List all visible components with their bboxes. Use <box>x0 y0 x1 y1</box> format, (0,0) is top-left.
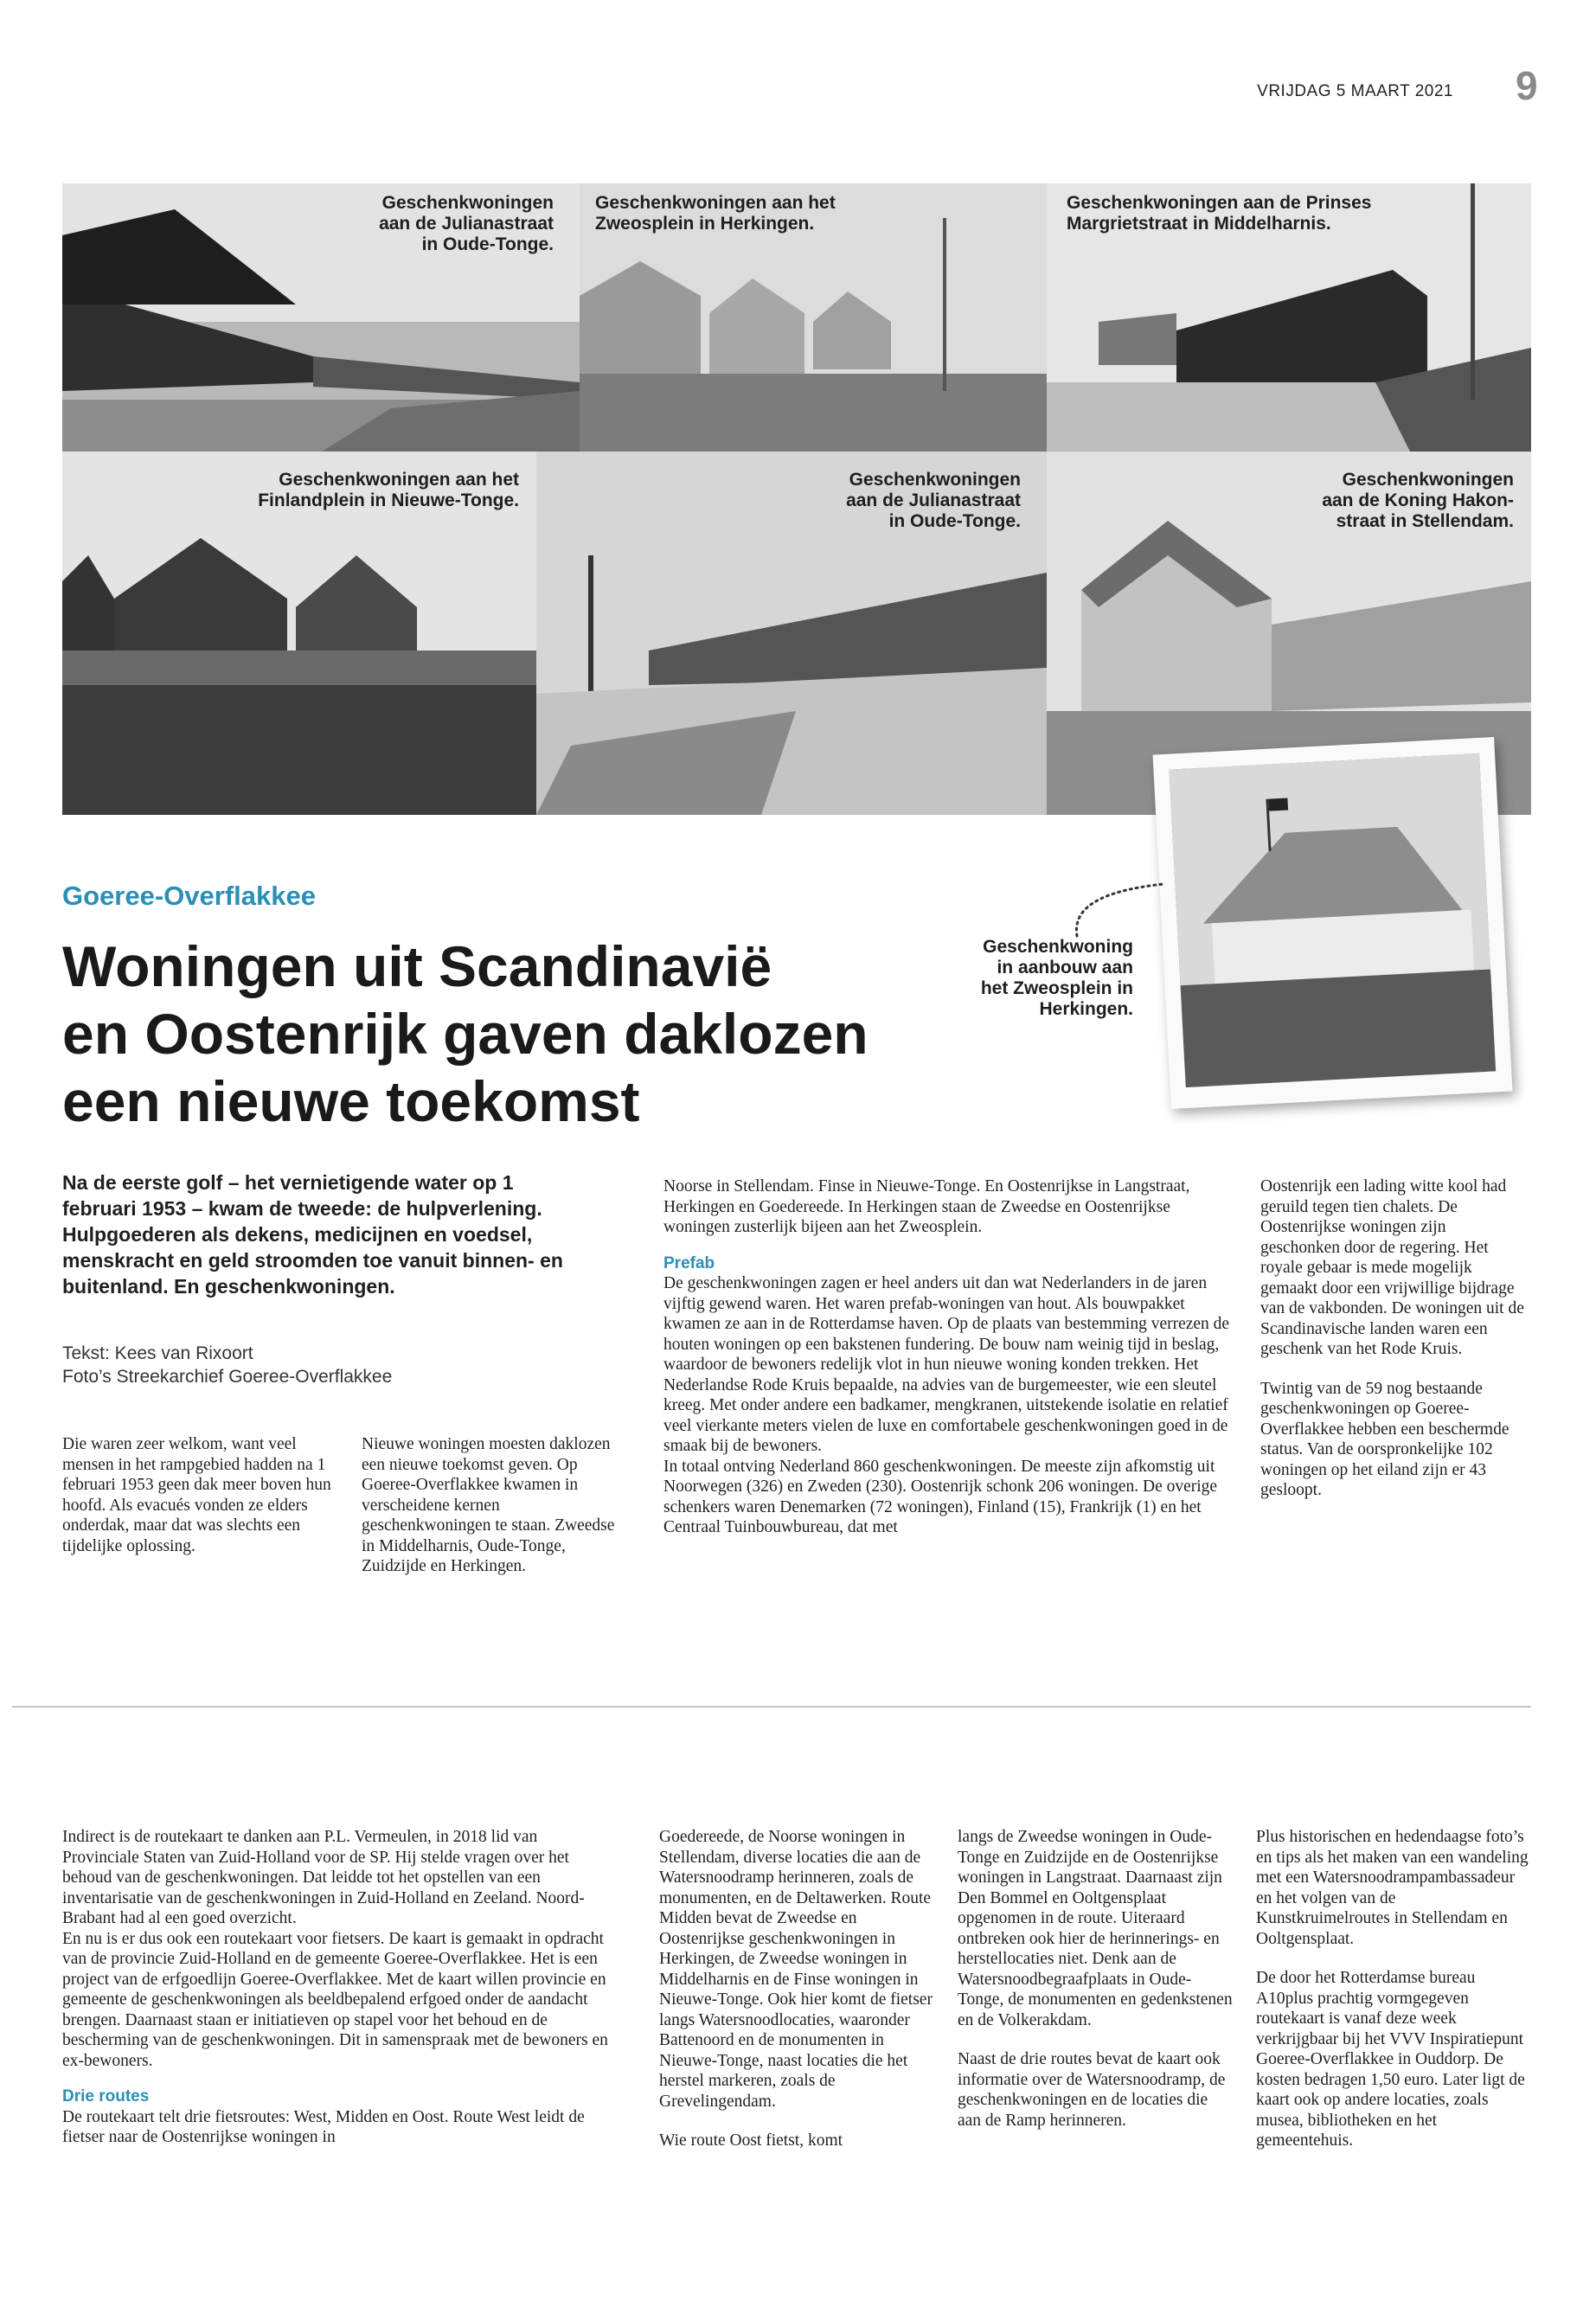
section-divider <box>12 1706 1531 1708</box>
caption-polaroid: Geschenkwoning in aanbouw aan het Zweosplein in Herkingen. <box>980 937 1133 1019</box>
lower-col-3 <box>958 1827 1234 2131</box>
caption-zweosplein: Geschenkwoningen aan het Zweosplein in Herkingen. <box>595 193 836 234</box>
lower-col-1 <box>62 1827 616 2148</box>
caption-julianastraat-row1: Geschenkwoningen aan de Julianastraat in Oude-Tonge. <box>379 193 554 254</box>
col3-paragraph-1: De geschenkwoningen zagen er heel anders uit dan wat Nederlanders in de jaren vijftig gewend waren. Het waren prefab-woningen van hout. Als bouwpakket kwamen ze aan in de Rotterdamse haven. Op de plaats van bestemming verrezen de houten woningen op een bakstenen fundering. De bouw nam weinig tijd in beslag, waardoor de bewoners redelijk vlot in hun nieuwe woning konden trekken. Het Nederlandse Rode Kruis bepaalde, na advies van de burgemeester, wie een sleutel kreeg. Met onder andere een badkamer, mengkranen, uitstekende isolatie en relatief veel vierkante meters vielen de luxe en comfortabele geschenkwoningen goed in de smaak bij de bewoners. <box>663 1274 1230 1455</box>
caption-prinses-margrietstraat: Geschenkwoningen aan de Prinses Margrietstraat in Middelharnis. <box>1067 193 1372 234</box>
article-col-1: Die waren zeer welkom, want veel mensen in het rampgebied hadden na 1 februari 1953 geen dak meer boven hun hoofd. Als evacués vonden ze elders onderdak, maar dat was slechts een tijdelijke oplossing. <box>62 1435 331 1555</box>
caption-julianastraat-row2: Geschenkwoningen aan de Julianastraat in Oude-Tonge. <box>846 470 1021 531</box>
lower-col-2 <box>659 1827 936 2151</box>
caption-pointer-dotted <box>1073 874 1168 939</box>
subhead-prefab: Prefab <box>663 1253 715 1272</box>
article-col-2: Nieuwe woningen moesten daklozen een nieuwe toekomst geven. Op Goeree-Overflakkee kwamen in verscheidene kernen geschenkwoningen te staan. Zweedse in Middelharnis, Oude-Tonge, Zuidzijde en Herkingen. <box>362 1435 615 1575</box>
subhead-drie-routes: Drie routes <box>62 2087 150 2106</box>
col3-paragraph-2: In totaal ontving Nederland 860 geschenkwoningen. De meeste zijn afkomstig uit Noorwegen (326) en Zweden (230). Oostenrijk schonk 206 woningen. De overige schenkers waren Denemarken (72 woningen), Finland (15), Frankrijk (1) en het Centraal Tuinbouwbureau, dat met <box>663 1457 1218 1536</box>
lower-col1-paragraph-1: Indirect is de routekaart te danken aan P.L. Vermeulen, in 2018 lid van Provinciale Staten van Zuid-Holland voor de SP. Hij stelde vragen over het behoud van de geschenkwoningen. Dat leidde tot het opstellen van een inventarisatie van de geschenkwoningen in Zuid-Holland en Zeeland. Noord-Brabant had al een goed overzicht. <box>62 1828 585 1927</box>
col4-paragraph-2: Twintig van de 59 nog bestaande geschenkwoningen op Goeree-Overflakkee hebben een beschermde status. Van de oorspronkelijke 102 woningen op het eiland zijn er 43 gesloopt. <box>1260 1379 1509 1499</box>
lower-col-4 <box>1256 1827 1533 2151</box>
lower-col1-paragraph-3: De routekaart telt drie fietsroutes: West, Midden en Oost. Route West leidt de fietser naar de Oostenrijkse woningen in <box>62 2107 585 2146</box>
col3-intro: Noorse in Stellendam. Finse in Nieuwe-Tonge. En Oostenrijkse in Langstraat, Herkingen en Goedereede. In Herkingen staan de Zweedse en Oostenrijkse woningen zusterlijk bijeen aan het Zweosplein. <box>663 1177 1190 1236</box>
page-date: VRIJDAG 5 MAART 2021 <box>1257 82 1453 100</box>
lower-col2-paragraph-2: Wie route Oost fietst, komt <box>659 2131 843 2150</box>
article-col-4 <box>1260 1176 1529 1501</box>
caption-finlandplein: Geschenkwoningen aan het Finlandplein in Nieuwe-Tonge. <box>258 470 519 510</box>
credit-text: Tekst: Kees van Rixoort <box>62 1343 253 1363</box>
region-tag: Goeree-Overflakkee <box>62 881 316 911</box>
lower-col3-paragraph-2: Naast de drie routes bevat de kaart ook informatie over de Watersnoodramp, de geschenkwoningen en de locaties die aan de Ramp herinneren. <box>958 2050 1226 2130</box>
page-number: 9 <box>1516 63 1538 108</box>
article-col-3 <box>663 1176 1234 1538</box>
lower-col3-paragraph-1: langs de Zweedse woningen in Oude-Tonge en Zuidzijde en de Oostenrijkse woningen in Langstraat. Daarnaast zijn Den Bommel en Ooltgensplaat opgenomen in de route. Uiteraard ontbreken ook hier de herinnerings- en herstellocaties niet. Denk aan de Watersnoodbegraafplaats in Oude-Tonge, de monumenten en gedenkstenen en de Volkerakdam. <box>958 1828 1233 2029</box>
polaroid-photo-frame <box>1153 737 1513 1109</box>
intro-lead: Na de eerste golf – het vernietigende water op 1 februari 1953 – kwam de tweede: de hulpverlening. Hulpgoederen als dekens, medicijnen en voedsel, menskracht en geld stroomden toe vanuit binnen- en buitenland. En geschenkwoningen. <box>62 1171 563 1298</box>
lower-col4-paragraph-1: Plus historischen en hedendaagse foto’s en tips als het maken van een wandeling met een Watersnoodrampambassadeur en het volgen van de Kunstkruimelroutes in Stellendam en Ooltgensplaat. <box>1256 1828 1529 1948</box>
polaroid-photo <box>1169 753 1496 1087</box>
headline: Woningen uit Scandinavië en Oostenrijk gaven daklozen een nieuwe toekomst <box>62 934 869 1133</box>
col4-paragraph-1: Oostenrijk een lading witte kool had geruild tegen tien chalets. De Oostenrijkse woningen zijn geschonken door de regering. Het royale gebaar is mede mogelijk gemaakt door een vrijwillige bijdrage van de vakbonden. De woningen uit de Scandinavische landen waren een geschenk van het Rode Kruis. <box>1260 1177 1524 1358</box>
lower-col4-paragraph-2: De door het Rotterdamse bureau A10plus prachtig vormgegeven routekaart is vanaf deze week verkrijgbaar bij het VVV Inspiratiepunt Goeree-Overflakkee in Ouddorp. De kosten bedragen 1,50 euro. Later ligt de kaart ook op andere locaties, zoals musea, bibliotheken en het gemeentehuis. <box>1256 1969 1525 2150</box>
lower-col1-paragraph-2: En nu is er dus ook een routekaart voor fietsers. De kaart is gemaakt in opdracht van de provincie Zuid-Holland en de gemeente Goeree-Overflakkee. Het is een project van de erfgoedlijn Goeree-Overflakkee. Met de kaart willen provincie en gemeente de geschenkwoningen als beeldbepalend erfgoed onder de aandacht brengen. Daarnaast staan er initiatieven op stapel voor het behoud en de bescherming van de geschenkwoningen. Dit in samenspraak met de bewoners en ex-bewoners. <box>62 1929 608 2070</box>
credit-photos: Foto’s Streekarchief Goeree-Overflakkee <box>62 1367 393 1387</box>
lower-col2-paragraph-1: Goedereede, de Noorse woningen in Stellendam, diverse locaties die aan de Watersnoodramp herinneren, zoals de monumenten, en de Deltawerken. Route Midden bevat de Zweedse en Oostenrijkse geschenkwoningen in Herkingen, de Zweedse woningen in Middelharnis en de Finse woningen in Nieuwe-Tonge. Ook hier komt de fietser langs Watersnoodlocaties, waaronder Battenoord en de monumenten in Nieuwe-Tonge, naast locaties die het herstel markeren, zoals de Grevelingendam. <box>659 1828 933 2111</box>
caption-koning-hakonstraat: Geschenkwoningen aan de Koning Hakon- straat in Stellendam. <box>1322 470 1514 531</box>
